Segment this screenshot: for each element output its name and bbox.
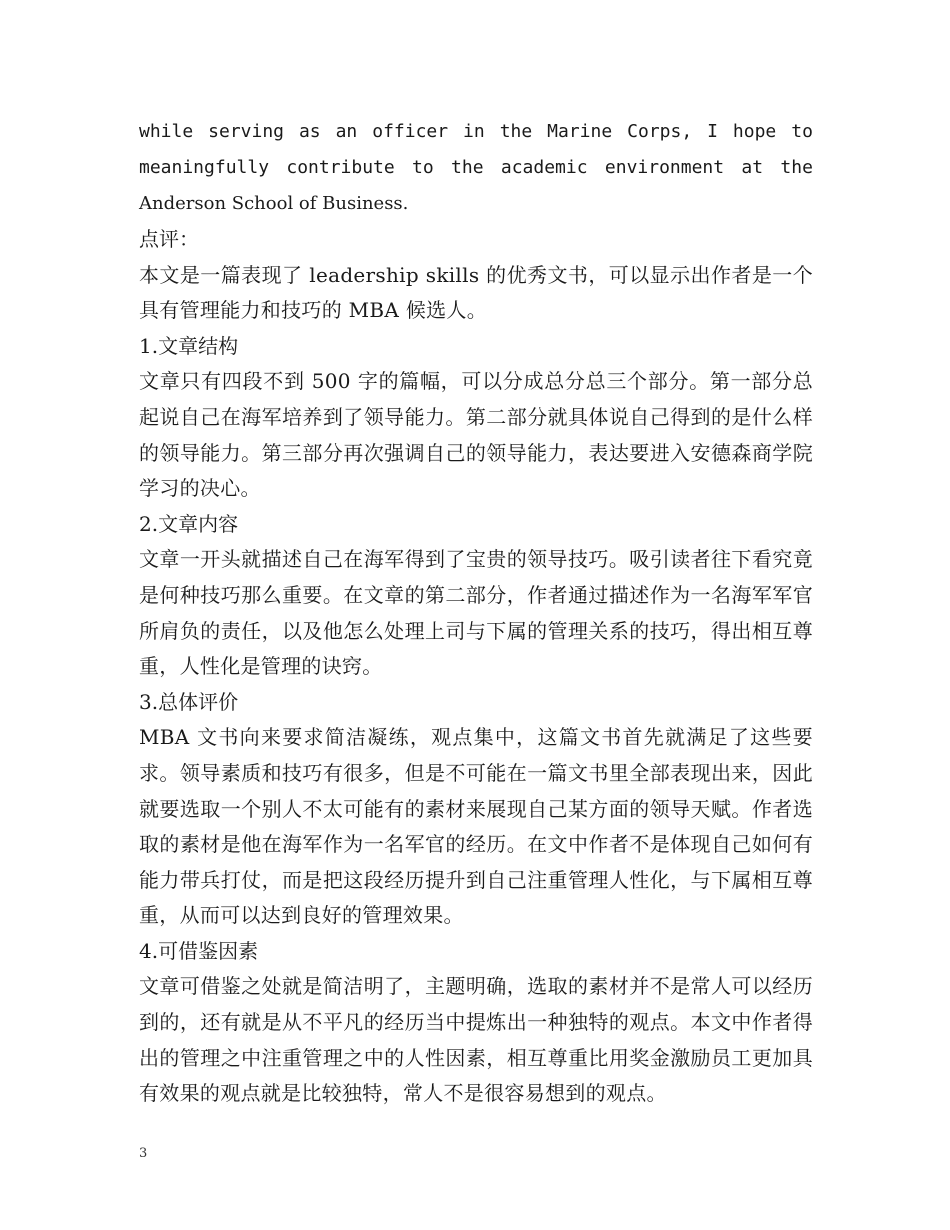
english-word: the — [451, 157, 484, 178]
english-word: serving — [208, 121, 284, 142]
section-heading-structure: 1.文章结构 — [139, 333, 239, 358]
english-word: Marine — [547, 121, 613, 142]
english-word: meaningfully — [139, 157, 270, 178]
page-number: 3 — [139, 1146, 148, 1161]
section-body-overall: MBA 文书向来要求简洁凝练，观点集中，这篇文书首先就满足了这些要求。领导素质和技巧有很多，但是不可能在一篇文书里全部表现出来，因此就要选取一个别人不太可能有的素材来展现自己某方面的领导天赋。作者选取的素材是他在海军作为一名军官的经历。在文中作者不是体现自己如何有能力带兵打仗，而是把这段经历提升到自己注重管理人性化，与下属相互尊重，从而可以达到良好的管理效果。 — [139, 725, 813, 928]
english-word: environment — [604, 157, 725, 178]
english-line-2 — [139, 150, 813, 186]
english-word: Corps, — [627, 121, 693, 142]
english-word: to — [412, 157, 434, 178]
section-body-content: 文章一开头就描述自己在海军得到了宝贵的领导技巧。吸引读者往下看究竟是何种技巧那么重要。在文章的第二部分，作者通过描述作为一名海军军官所肩负的责任，以及他怎么处理上司与下属的管理关系的技巧，得出相互尊重，人性化是管理的诀窍。 — [139, 547, 813, 679]
english-word: the — [499, 121, 533, 142]
review-label: 点评： — [139, 227, 199, 251]
english-word: officer — [372, 121, 449, 142]
english-word: contribute — [286, 157, 395, 178]
english-word: in — [463, 121, 485, 142]
section-body-takeaways: 文章可借鉴之处就是简洁明了，主题明确，选取的素材并不是常人可以经历到的，还有就是从不平凡的经历当中提炼出一种独特的观点。本文中作者得出的管理之中注重管理之中的人性因素，相互尊重比用奖金激励员工更加具有效果的观点就是比较独特，常人不是很容易想到的观点。 — [139, 974, 813, 1106]
english-word: academic — [500, 157, 588, 178]
english-word: the — [780, 157, 813, 178]
english-line-3 — [139, 186, 813, 222]
section-heading-overall: 3.总体评价 — [139, 689, 239, 714]
document-content — [139, 114, 813, 1112]
english-word: at — [741, 157, 764, 178]
english-word: as — [298, 121, 321, 142]
english-word: an — [335, 121, 358, 142]
english-line-3-text: Anderson School of Business. — [139, 193, 409, 214]
english-word: while — [139, 121, 194, 142]
review-intro: 本文是一篇表现了 leadership skills 的优秀文书，可以显示出作者是一个具有管理能力和技巧的 MBA 候选人。 — [139, 262, 813, 323]
section-body-structure: 文章只有四段不到 500 字的篇幅，可以分成总分总三个部分。第一部分总起说自己在海军培养到了领导能力。第二部分就具体说自己得到的是什么样的领导能力。第三部分再次强调自己的领导能力，表达要进入安德森商学院学习的决心。 — [139, 369, 813, 501]
english-word: I — [707, 121, 718, 142]
english-line-1 — [139, 114, 813, 150]
english-word: to — [791, 121, 813, 142]
english-word: hope — [732, 121, 777, 142]
section-heading-takeaways: 4.可借鉴因素 — [139, 938, 259, 963]
section-heading-content: 2.文章内容 — [139, 511, 239, 536]
